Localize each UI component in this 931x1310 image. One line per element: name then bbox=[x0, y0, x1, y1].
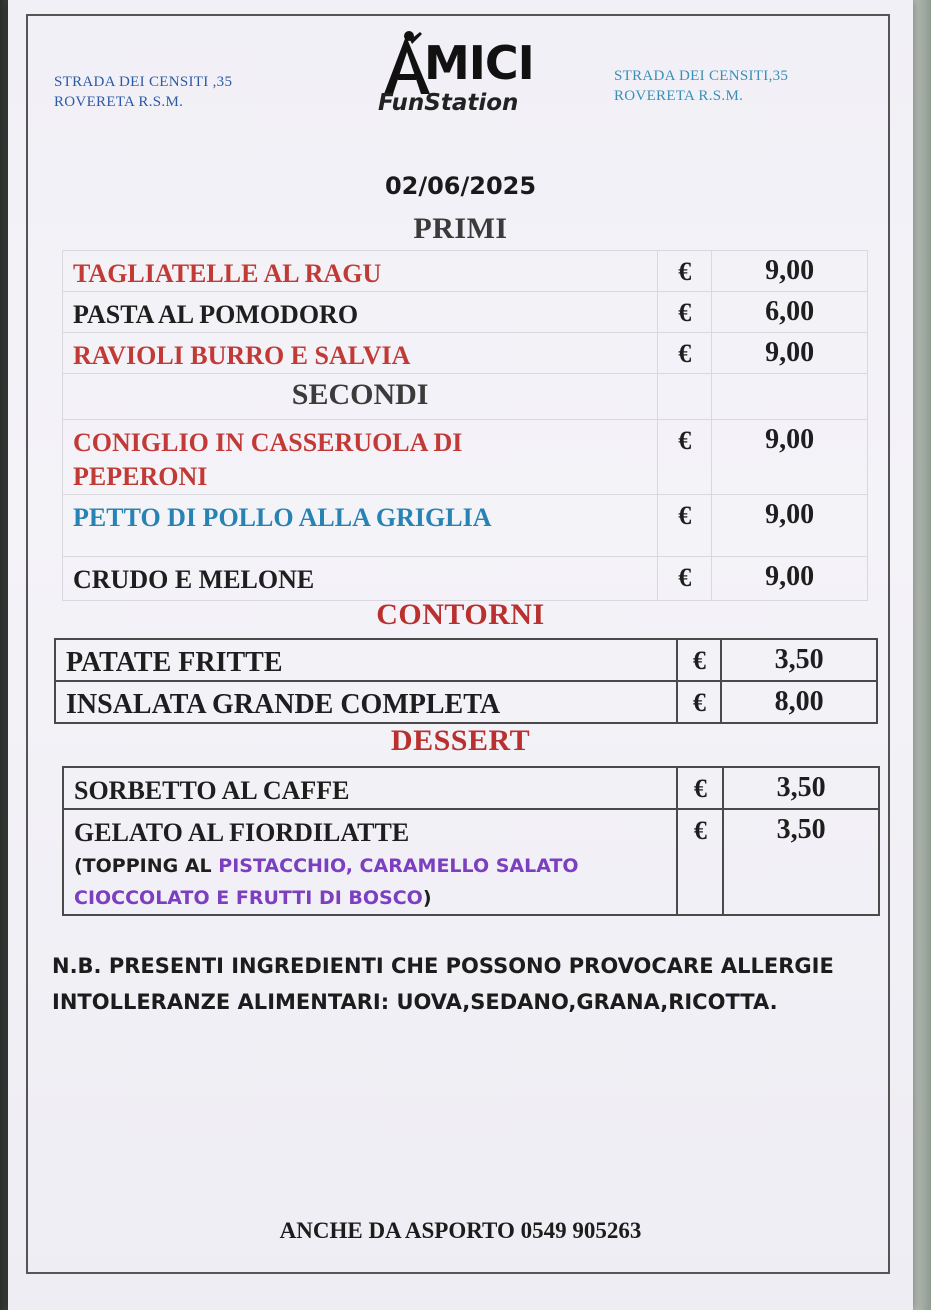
menu-row bbox=[55, 681, 877, 723]
menu-row bbox=[55, 639, 877, 681]
currency-symbol: € bbox=[677, 639, 721, 681]
currency-symbol: € bbox=[658, 420, 712, 495]
address-right-city: ROVERETA R.S.M. bbox=[614, 88, 744, 104]
dish-name: INSALATA GRANDE COMPLETA bbox=[55, 681, 677, 723]
dish-price: 3,50 bbox=[723, 767, 879, 809]
address-left-street: STRADA DEI CENSITI ,35 bbox=[54, 74, 233, 90]
allergen-note bbox=[52, 948, 834, 1020]
dish-name: SORBETTO AL CAFFE bbox=[63, 767, 677, 809]
currency-symbol: € bbox=[677, 767, 723, 809]
topping-line2 bbox=[74, 882, 676, 914]
menu-row bbox=[63, 495, 868, 557]
logo-wordmark: MICI bbox=[424, 36, 534, 90]
currency-symbol: € bbox=[658, 495, 712, 557]
dish-name: PASTA AL POMODORO bbox=[63, 292, 658, 333]
currency-symbol: € bbox=[677, 681, 721, 723]
dish-name: PATATE FRITTE bbox=[55, 639, 677, 681]
allergen-note-line2: INTOLLERANZE ALIMENTARI: UOVA,SEDANO,GRANA,RICOTTA. bbox=[52, 990, 778, 1014]
topping-flavors-2: CIOCCOLATO E FRUTTI DI BOSCO bbox=[74, 887, 423, 909]
dish-price: 9,00 bbox=[712, 251, 868, 292]
section-title-contorni: CONTORNI bbox=[376, 598, 545, 631]
dish-price: 8,00 bbox=[721, 681, 877, 723]
section-row-secondi bbox=[63, 374, 868, 420]
logo-subtitle: FunStation bbox=[378, 90, 519, 116]
dish-name bbox=[63, 420, 658, 495]
address-left bbox=[54, 72, 232, 112]
topping-suffix: ) bbox=[422, 887, 432, 909]
allergen-note-line1: N.B. PRESENTI INGREDIENTI CHE POSSONO PROVOCARE ALLERGIE bbox=[52, 954, 834, 978]
currency-symbol: € bbox=[658, 292, 712, 333]
dessert-table bbox=[62, 766, 880, 916]
currency-symbol: € bbox=[658, 333, 712, 374]
dish-price: 9,00 bbox=[712, 420, 868, 495]
dish-name-line1: CONIGLIO IN CASSERUOLA DI bbox=[73, 428, 463, 457]
dish-name: TAGLIATELLE AL RAGU bbox=[63, 251, 658, 292]
menu-row bbox=[63, 292, 868, 333]
topping-flavors-1: PISTACCHIO, CARAMELLO SALATO bbox=[218, 855, 579, 877]
dish-name: PETTO DI POLLO ALLA GRIGLIA bbox=[63, 495, 658, 557]
currency-symbol: € bbox=[677, 809, 723, 915]
contorni-table bbox=[54, 638, 878, 724]
dish-title: GELATO AL FIORDILATTE bbox=[74, 818, 410, 847]
menu-row bbox=[63, 333, 868, 374]
logo bbox=[376, 30, 556, 124]
menu-sheet bbox=[8, 0, 913, 1310]
currency-symbol: € bbox=[658, 557, 712, 601]
menu-row bbox=[63, 767, 879, 809]
dish-name: RAVIOLI BURRO E SALVIA bbox=[63, 333, 658, 374]
address-right-street: STRADA DEI CENSITI,35 bbox=[614, 68, 789, 84]
topping-prefix: (TOPPING AL bbox=[74, 855, 219, 877]
primi-secondi-table bbox=[62, 250, 868, 601]
menu-row bbox=[63, 557, 868, 601]
menu-row bbox=[63, 251, 868, 292]
address-right bbox=[614, 66, 788, 106]
dish-price: 3,50 bbox=[723, 809, 879, 915]
topping-line1 bbox=[74, 850, 676, 882]
dish-price: 6,00 bbox=[712, 292, 868, 333]
takeaway-phone: ANCHE DA ASPORTO 0549 905263 bbox=[279, 1218, 642, 1243]
dish-price: 3,50 bbox=[721, 639, 877, 681]
dish-name-line2: PEPERONI bbox=[73, 462, 208, 491]
address-left-city: ROVERETA R.S.M. bbox=[54, 94, 184, 110]
section-title-secondi: SECONDI bbox=[63, 374, 658, 420]
currency-symbol: € bbox=[658, 251, 712, 292]
section-title-dessert: DESSERT bbox=[390, 724, 531, 757]
menu-date: 02/06/2025 bbox=[384, 172, 537, 200]
dish-price: 9,00 bbox=[712, 557, 868, 601]
menu-row bbox=[63, 420, 868, 495]
dish-name bbox=[63, 809, 677, 915]
dish-price: 9,00 bbox=[712, 495, 868, 557]
menu-row bbox=[63, 809, 879, 915]
dish-name: CRUDO E MELONE bbox=[63, 557, 658, 601]
dish-price: 9,00 bbox=[712, 333, 868, 374]
section-title-primi: PRIMI bbox=[413, 212, 508, 245]
